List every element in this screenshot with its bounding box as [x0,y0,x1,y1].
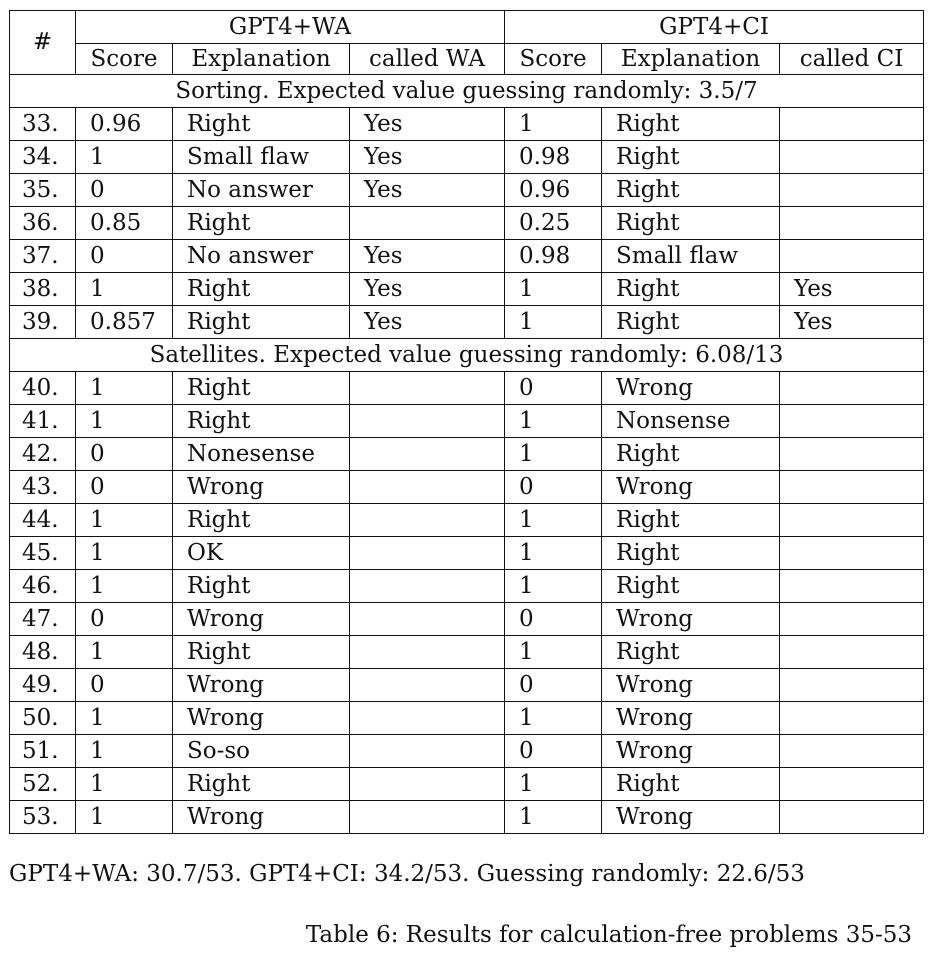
wa-explanation-cell: Right [173,570,350,603]
ci-explanation-cell: Right [602,207,780,240]
ci-score-cell: 0 [505,372,602,405]
ci-called-cell [780,537,924,570]
ci-score-cell: 0.96 [505,174,602,207]
ci-called-cell [780,372,924,405]
wa-score-cell: 1 [76,405,173,438]
ci-explanation-cell: Wrong [602,669,780,702]
table-caption: Table 6: Results for calculation-free problems 35-53 [305,922,912,948]
ci-explanation-cell: Wrong [602,801,780,834]
ci-explanation-cell: Right [602,174,780,207]
table-row [10,669,924,702]
wa-called-cell [350,438,505,471]
table-row [10,768,924,801]
problem-number-cell: 48. [10,636,76,669]
wa-explanation-cell: So-so [173,735,350,768]
wa-explanation-cell: Small flaw [173,141,350,174]
wa-called-cell: Yes [350,240,505,273]
header-wa-score: Score [76,44,173,75]
wa-explanation-cell: Wrong [173,669,350,702]
ci-score-cell: 0 [505,471,602,504]
ci-called-cell [780,603,924,636]
table-row [10,801,924,834]
problem-number-cell: 36. [10,207,76,240]
wa-score-cell: 1 [76,141,173,174]
wa-explanation-cell: No answer [173,174,350,207]
header-ci-called: called CI [780,44,924,75]
wa-explanation-cell: Nonesense [173,438,350,471]
wa-called-cell [350,702,505,735]
wa-score-cell: 1 [76,735,173,768]
ci-called-cell [780,636,924,669]
wa-score-cell: 1 [76,537,173,570]
header-group-wa: GPT4+WA [76,11,505,44]
wa-called-cell [350,570,505,603]
problem-number-cell: 37. [10,240,76,273]
table-row [10,405,924,438]
wa-explanation-cell: Right [173,207,350,240]
table-row [10,504,924,537]
header-ci-explanation: Explanation [602,44,780,75]
header-group-row [10,11,924,44]
header-wa-explanation: Explanation [173,44,350,75]
ci-score-cell: 0.25 [505,207,602,240]
problem-number-cell: 45. [10,537,76,570]
ci-explanation-cell: Right [602,636,780,669]
problem-number-cell: 43. [10,471,76,504]
wa-called-cell [350,471,505,504]
wa-explanation-cell: Right [173,372,350,405]
problem-number-cell: 46. [10,570,76,603]
ci-called-cell [780,240,924,273]
wa-score-cell: 1 [76,801,173,834]
wa-explanation-cell: Right [173,636,350,669]
problem-number-cell: 50. [10,702,76,735]
results-table-container [9,10,923,834]
table-row [10,306,924,339]
table-row [10,108,924,141]
problem-number-cell: 52. [10,768,76,801]
results-table [9,10,924,834]
section-header-row [10,75,924,108]
problem-number-cell: 34. [10,141,76,174]
ci-explanation-cell: Right [602,504,780,537]
table-row [10,537,924,570]
wa-called-cell: Yes [350,174,505,207]
wa-called-cell [350,669,505,702]
ci-called-cell [780,801,924,834]
problem-number-cell: 51. [10,735,76,768]
wa-called-cell [350,405,505,438]
ci-score-cell: 1 [505,306,602,339]
ci-score-cell: 0.98 [505,141,602,174]
ci-called-cell: Yes [780,306,924,339]
wa-score-cell: 0 [76,669,173,702]
wa-called-cell [350,603,505,636]
ci-score-cell: 1 [505,702,602,735]
totals-line: GPT4+WA: 30.7/53. GPT4+CI: 34.2/53. Guessing randomly: 22.6/53 [9,861,805,887]
wa-called-cell [350,735,505,768]
wa-explanation-cell: Right [173,273,350,306]
wa-explanation-cell: No answer [173,240,350,273]
ci-score-cell: 1 [505,108,602,141]
ci-called-cell [780,669,924,702]
problem-number-cell: 40. [10,372,76,405]
ci-score-cell: 1 [505,405,602,438]
ci-called-cell [780,504,924,537]
wa-score-cell: 1 [76,504,173,537]
problem-number-cell: 35. [10,174,76,207]
wa-explanation-cell: Right [173,504,350,537]
problem-number-cell: 42. [10,438,76,471]
ci-score-cell: 1 [505,438,602,471]
header-number: # [10,11,76,75]
wa-called-cell: Yes [350,306,505,339]
wa-explanation-cell: Wrong [173,702,350,735]
ci-score-cell: 1 [505,801,602,834]
ci-explanation-cell: Right [602,768,780,801]
table-row [10,603,924,636]
wa-called-cell: Yes [350,108,505,141]
table-body [10,75,924,834]
ci-called-cell [780,108,924,141]
wa-explanation-cell: Wrong [173,801,350,834]
ci-explanation-cell: Right [602,108,780,141]
ci-called-cell [780,702,924,735]
ci-score-cell: 1 [505,273,602,306]
wa-called-cell [350,636,505,669]
ci-score-cell: 0 [505,669,602,702]
ci-explanation-cell: Wrong [602,603,780,636]
wa-called-cell [350,372,505,405]
header-group-ci: GPT4+CI [505,11,924,44]
ci-called-cell [780,207,924,240]
ci-explanation-cell: Right [602,570,780,603]
ci-called-cell [780,141,924,174]
ci-called-cell [780,438,924,471]
problem-number-cell: 49. [10,669,76,702]
table-row [10,240,924,273]
ci-called-cell [780,471,924,504]
problem-number-cell: 33. [10,108,76,141]
table-row [10,471,924,504]
wa-score-cell: 0.96 [76,108,173,141]
ci-explanation-cell: Small flaw [602,240,780,273]
wa-score-cell: 0 [76,438,173,471]
ci-called-cell [780,174,924,207]
wa-explanation-cell: OK [173,537,350,570]
table-row [10,141,924,174]
wa-called-cell: Yes [350,141,505,174]
ci-score-cell: 0.98 [505,240,602,273]
section-title: Sorting. Expected value guessing randomly: 3.5/7 [10,75,924,108]
wa-called-cell [350,801,505,834]
wa-called-cell [350,768,505,801]
ci-score-cell: 1 [505,537,602,570]
ci-explanation-cell: Right [602,306,780,339]
problem-number-cell: 38. [10,273,76,306]
wa-score-cell: 1 [76,372,173,405]
wa-score-cell: 1 [76,273,173,306]
ci-explanation-cell: Right [602,537,780,570]
wa-called-cell: Yes [350,273,505,306]
section-header-row [10,339,924,372]
wa-explanation-cell: Right [173,306,350,339]
table-row [10,735,924,768]
ci-score-cell: 1 [505,768,602,801]
header-ci-score: Score [505,44,602,75]
wa-called-cell [350,504,505,537]
wa-explanation-cell: Right [173,768,350,801]
table-row [10,570,924,603]
ci-explanation-cell: Wrong [602,702,780,735]
table-row [10,636,924,669]
wa-explanation-cell: Right [173,108,350,141]
ci-score-cell: 1 [505,504,602,537]
problem-number-cell: 44. [10,504,76,537]
table-row [10,702,924,735]
wa-score-cell: 0 [76,240,173,273]
ci-explanation-cell: Wrong [602,735,780,768]
table-header [10,11,924,75]
wa-score-cell: 0.85 [76,207,173,240]
ci-explanation-cell: Nonsense [602,405,780,438]
ci-score-cell: 1 [505,570,602,603]
wa-score-cell: 1 [76,570,173,603]
ci-explanation-cell: Right [602,438,780,471]
problem-number-cell: 39. [10,306,76,339]
ci-called-cell: Yes [780,273,924,306]
wa-score-cell: 0.857 [76,306,173,339]
table-row [10,174,924,207]
table-row [10,372,924,405]
problem-number-cell: 53. [10,801,76,834]
wa-score-cell: 1 [76,702,173,735]
ci-explanation-cell: Wrong [602,471,780,504]
table-row [10,438,924,471]
ci-score-cell: 0 [505,603,602,636]
wa-explanation-cell: Wrong [173,603,350,636]
ci-explanation-cell: Right [602,273,780,306]
wa-score-cell: 0 [76,471,173,504]
ci-called-cell [780,768,924,801]
header-sub-row [10,44,924,75]
ci-called-cell [780,570,924,603]
problem-number-cell: 47. [10,603,76,636]
ci-called-cell [780,735,924,768]
wa-called-cell [350,537,505,570]
wa-score-cell: 0 [76,174,173,207]
problem-number-cell: 41. [10,405,76,438]
wa-explanation-cell: Right [173,405,350,438]
wa-score-cell: 1 [76,768,173,801]
ci-score-cell: 1 [505,636,602,669]
wa-called-cell [350,207,505,240]
ci-explanation-cell: Wrong [602,372,780,405]
ci-called-cell [780,405,924,438]
wa-explanation-cell: Wrong [173,471,350,504]
section-title: Satellites. Expected value guessing randomly: 6.08/13 [10,339,924,372]
table-row [10,273,924,306]
wa-score-cell: 0 [76,603,173,636]
header-wa-called: called WA [350,44,505,75]
ci-score-cell: 0 [505,735,602,768]
wa-score-cell: 1 [76,636,173,669]
table-row [10,207,924,240]
ci-explanation-cell: Right [602,141,780,174]
